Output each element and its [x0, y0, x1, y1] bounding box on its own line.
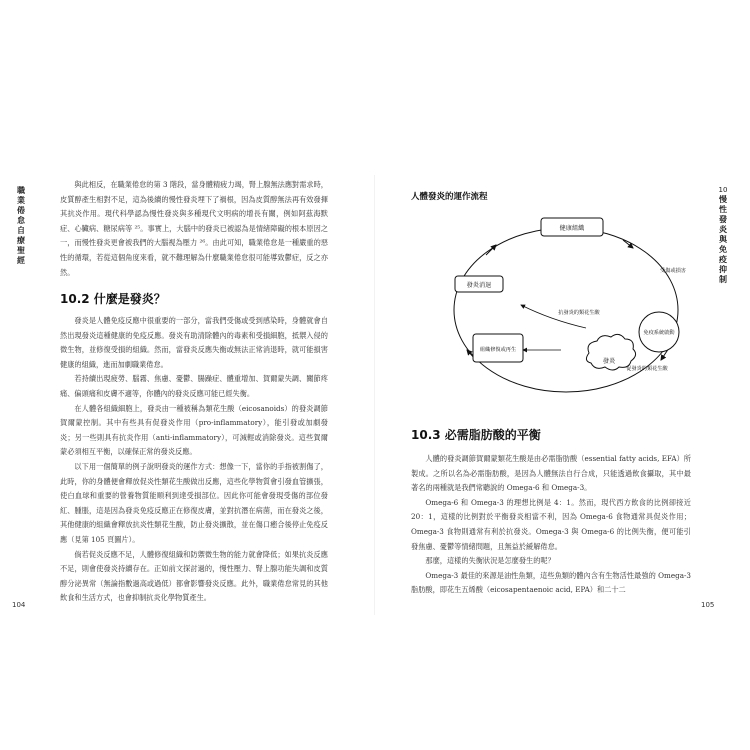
- node-healthy-label: 健康組織: [559, 225, 585, 232]
- paragraph: 那麼，這樣的失衡狀況是怎麼發生的呢？: [425, 556, 555, 566]
- paragraph: 與此相反，在職業倦怠的第 3 階段，當身體精疲力竭，腎上腺無法應對需求時，皮質醇產生相對不足，這為後續的慢性發炎埋下了禍根，因為皮質醇無法再有效發揮其抗炎作用。現代科學認為慢性發炎與多種現代文明病的增長有關，例如阿茲海默症、心臟病、糖尿病等 ²⁵。事實上，大腦中的發炎已被認為是情緒障礙的根本原因之一，而慢性發炎更會被我們的大腦視為壓力 ²⁶。由此可知，職業倦怠是一種嚴重的惡性的循環，若從這個角度來看，就不難理解為什麼職業倦怠很可能導致鬱症，反之亦然。: [60, 180, 328, 277]
- paragraph: 以下用一個簡單的例子說明發炎的運作方式：想像一下，當你的手指被割傷了，此時，你的身體便會釋放促炎性類花生酸做出反應，這些化學物質會引發血管擴張，使白血球和重要的營養物質能順利到達受損部位。因此你可能會發現受傷的部位發紅、腫脹，這是因為發炎免疫反應正在修復皮膚，並對抗潛在病菌，而在發炎之後，其他健康的組織會釋放抗炎性類花生酸，防止發炎擴散，並在傷口癒合後停止免疫反應（見第 105 頁圖片）。: [60, 461, 328, 544]
- running-title-right: [716, 185, 730, 285]
- intro-paragraph: [60, 178, 328, 280]
- node-immune-label: 免疫系統啟動: [643, 330, 675, 336]
- node-repair-label: 組織修復或再生: [479, 347, 517, 353]
- section-heading-10-3: 10.3 必需脂肪酸的平衡: [411, 428, 541, 442]
- pro-inflammatory-label: 促發炎的類花生酸: [626, 366, 668, 372]
- page-number-right: 105: [701, 601, 715, 609]
- anti-arrow: [521, 305, 586, 328]
- node-resolution-label: 發炎消退: [466, 282, 492, 289]
- chapter-title: 慢性發炎與免疫抑制: [719, 195, 727, 284]
- node-inflammation-label: 發炎: [602, 358, 616, 365]
- section-body-left: [60, 314, 328, 606]
- paragraph: 在人體各組織細胞上，發炎由一種被稱為類花生酸（eicosanoids）的發炎調節賀爾蒙控制。其中有些具有促發炎作用（pro-inflammatory），能引發或加劇發炎；另一些則具有抗炎作用（anti-inflammatory），可減輕或消除發炎。這些賀爾蒙必須相互平衡，以確保正常的發炎反應。: [60, 403, 328, 457]
- section-heading-10-2: 10.2 什麼是發炎？: [60, 292, 166, 306]
- running-title-left: 職業倦怠自療聖經: [17, 186, 25, 265]
- paragraph: 若持續出現疲勞、腦霧、焦慮、憂鬱、腸躁症、體重增加、賀爾蒙失調、關節疼痛、偏頭痛和皮膚不適等，你體內的發炎反應可能已經失衡。: [60, 374, 328, 398]
- chapter-number: 10: [718, 186, 728, 194]
- section-body-right: [411, 452, 691, 598]
- paragraph: 倘若促炎反應不足，人體修復組織和防禦微生物的能力就會降低；如果抗炎反應不足，則會使發炎持續存在。正如前文探討過的，慢性壓力、腎上腺功能失調和皮質醇分泌異常（無論指數過高或過低）都會影響發炎反應。此外，職業倦怠常見的其他飲食和生活方式，也會抑制抗炎化學物質產生。: [60, 549, 328, 603]
- right-page: [375, 0, 750, 750]
- paragraph: Omega-3 最佳的來源是油性魚類，這些魚類的體內含有生物活性最強的 Omega-3 脂肪酸，即花生五烯酸（eicosapentaenoic acid, EPA）和二十二: [411, 570, 691, 595]
- diagram-title: 人體發炎的運作流程: [411, 192, 488, 202]
- injury-label: 受傷或損害: [660, 268, 686, 274]
- paragraph: 發炎是人體免疫反應中很重要的一部分，當我們受傷或受到感染時，身體就會自然出現發炎這種健康的免疫反應。發炎有助清除體內的毒素和受損細胞，抵禦入侵的微生物，並修復受損的組織。然而，當發炎反應失衡或無法正常消退時，就可能損害健康的組織，進而加劇職業倦怠。: [60, 316, 328, 369]
- page-number-left: 104: [12, 601, 26, 609]
- inflammation-cycle-diagram: [411, 210, 701, 410]
- cycle-svg: [411, 210, 701, 410]
- anti-inflammatory-label: 抗發炎的類花生酸: [558, 310, 600, 316]
- paragraph: 人體的發炎調節賀爾蒙類花生酸是由必需脂肪酸（essential fatty acids, EFA）所製成。之所以名為必需脂肪酸，是因為人體無法自行合成，只能透過飲食攝取，其中最著名的兩種就是我們常聽說的 Omega-6 和 Omega-3。: [411, 454, 691, 493]
- cycle-arrow: [486, 245, 496, 255]
- paragraph: Omega-6 和 Omega-3 的理想比例是 4：1。然而，現代西方飲食的比例卻接近 20：1，這樣的比例對於平衡發炎相當不利，因為 Omega-6 食物通常具促炎作用；Omega-3 食物則通常有利於抗發炎。Omega-3 與 Omega-6 的比例失衡，便可能引發焦慮、憂鬱等情緒問題，且無益於緩解倦怠。: [411, 497, 691, 551]
